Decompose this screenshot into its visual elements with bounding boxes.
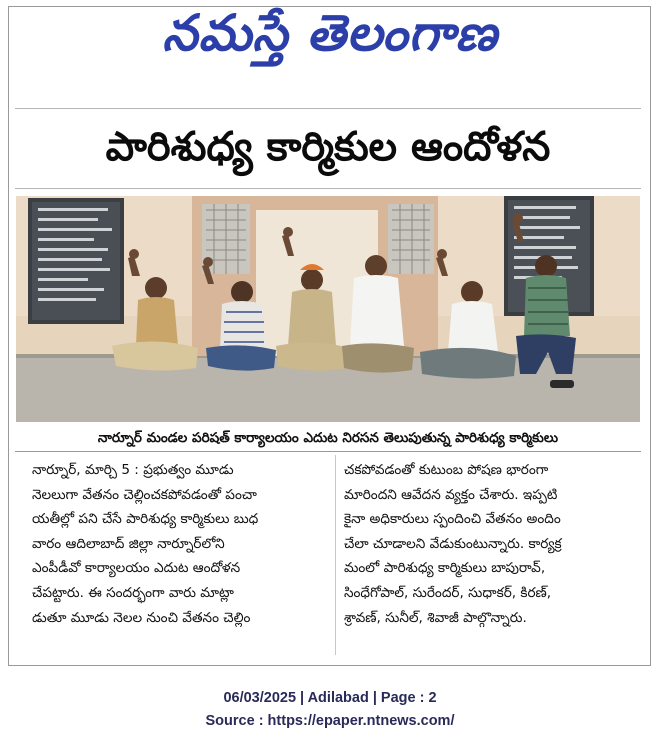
article-line: నెలలుగా వేతనం చెల్లించకపోవడంతో పంచా: [32, 486, 257, 503]
article-line: చేలా చూడాలని వేడుకుంటున్నారు. కార్యక్ర: [344, 535, 562, 552]
headline-divider: [15, 188, 641, 189]
article-line: కైనా అధికారులు స్పందించి వేతనం అందిం: [344, 511, 561, 528]
article-line: యతీల్లో పని చేసే పారిశుధ్య కార్మికులు బుధ: [32, 511, 259, 528]
masthead-divider: [15, 108, 641, 109]
article-line: మారిందని ఆవేదన వ్యక్తం చేశారు. ఇప్పటి: [344, 486, 558, 503]
article-headline: పారిశుధ్య కార్మికుల ఆందోళన: [105, 124, 551, 170]
article-line: శ్రావణ్, సునీల్, శివాజీ పాల్గొన్నారు.: [344, 609, 527, 626]
protest-photo-illustration: [16, 196, 640, 422]
column-divider: [335, 455, 336, 655]
article-column-right: [344, 458, 644, 630]
article-line: మంలో పారిశుధ్య కార్మికులు బాపురావ్,: [344, 560, 546, 577]
edition-info: 06/03/2025 | Adilabad | Page : 2: [223, 690, 437, 706]
photo-caption: నార్నూర్ మండల పరిషత్ కార్యాలయం ఎదుట నిరసన తెలుపుతున్న పారిశుధ్య కార్మికులు: [15, 425, 641, 452]
article-line: డుతూ మూడు నెలల నుంచి వేతనం చెల్లిం: [32, 609, 251, 626]
article-line: వారం ఆదిలాబాద్ జిల్లా నార్నూర్‌లోని: [32, 535, 225, 552]
newspaper-masthead: నమస్తే తెలంగాణ: [162, 4, 498, 62]
article-column-left: [32, 458, 330, 630]
article-line: చేపట్టారు. ఈ సందర్భంగా వారు మాట్లా: [32, 584, 234, 601]
article-line: నార్నూర్, మార్చి 5 : ప్రభుత్వం మూడు: [32, 462, 234, 478]
article-line: సింధేగోపాల్, సురేందర్, సుధాకర్, కిరణ్,: [344, 584, 552, 601]
news-photo: [16, 196, 640, 422]
article-line: చకపోవడంతో కుటుంబ పోషణ భారంగా: [344, 462, 549, 478]
article-line: ఎంపీడీవో కార్యాలయం ఎదుట ఆందోళన: [32, 560, 241, 577]
source-link[interactable]: Source : https://epaper.ntnews.com/: [205, 713, 455, 729]
